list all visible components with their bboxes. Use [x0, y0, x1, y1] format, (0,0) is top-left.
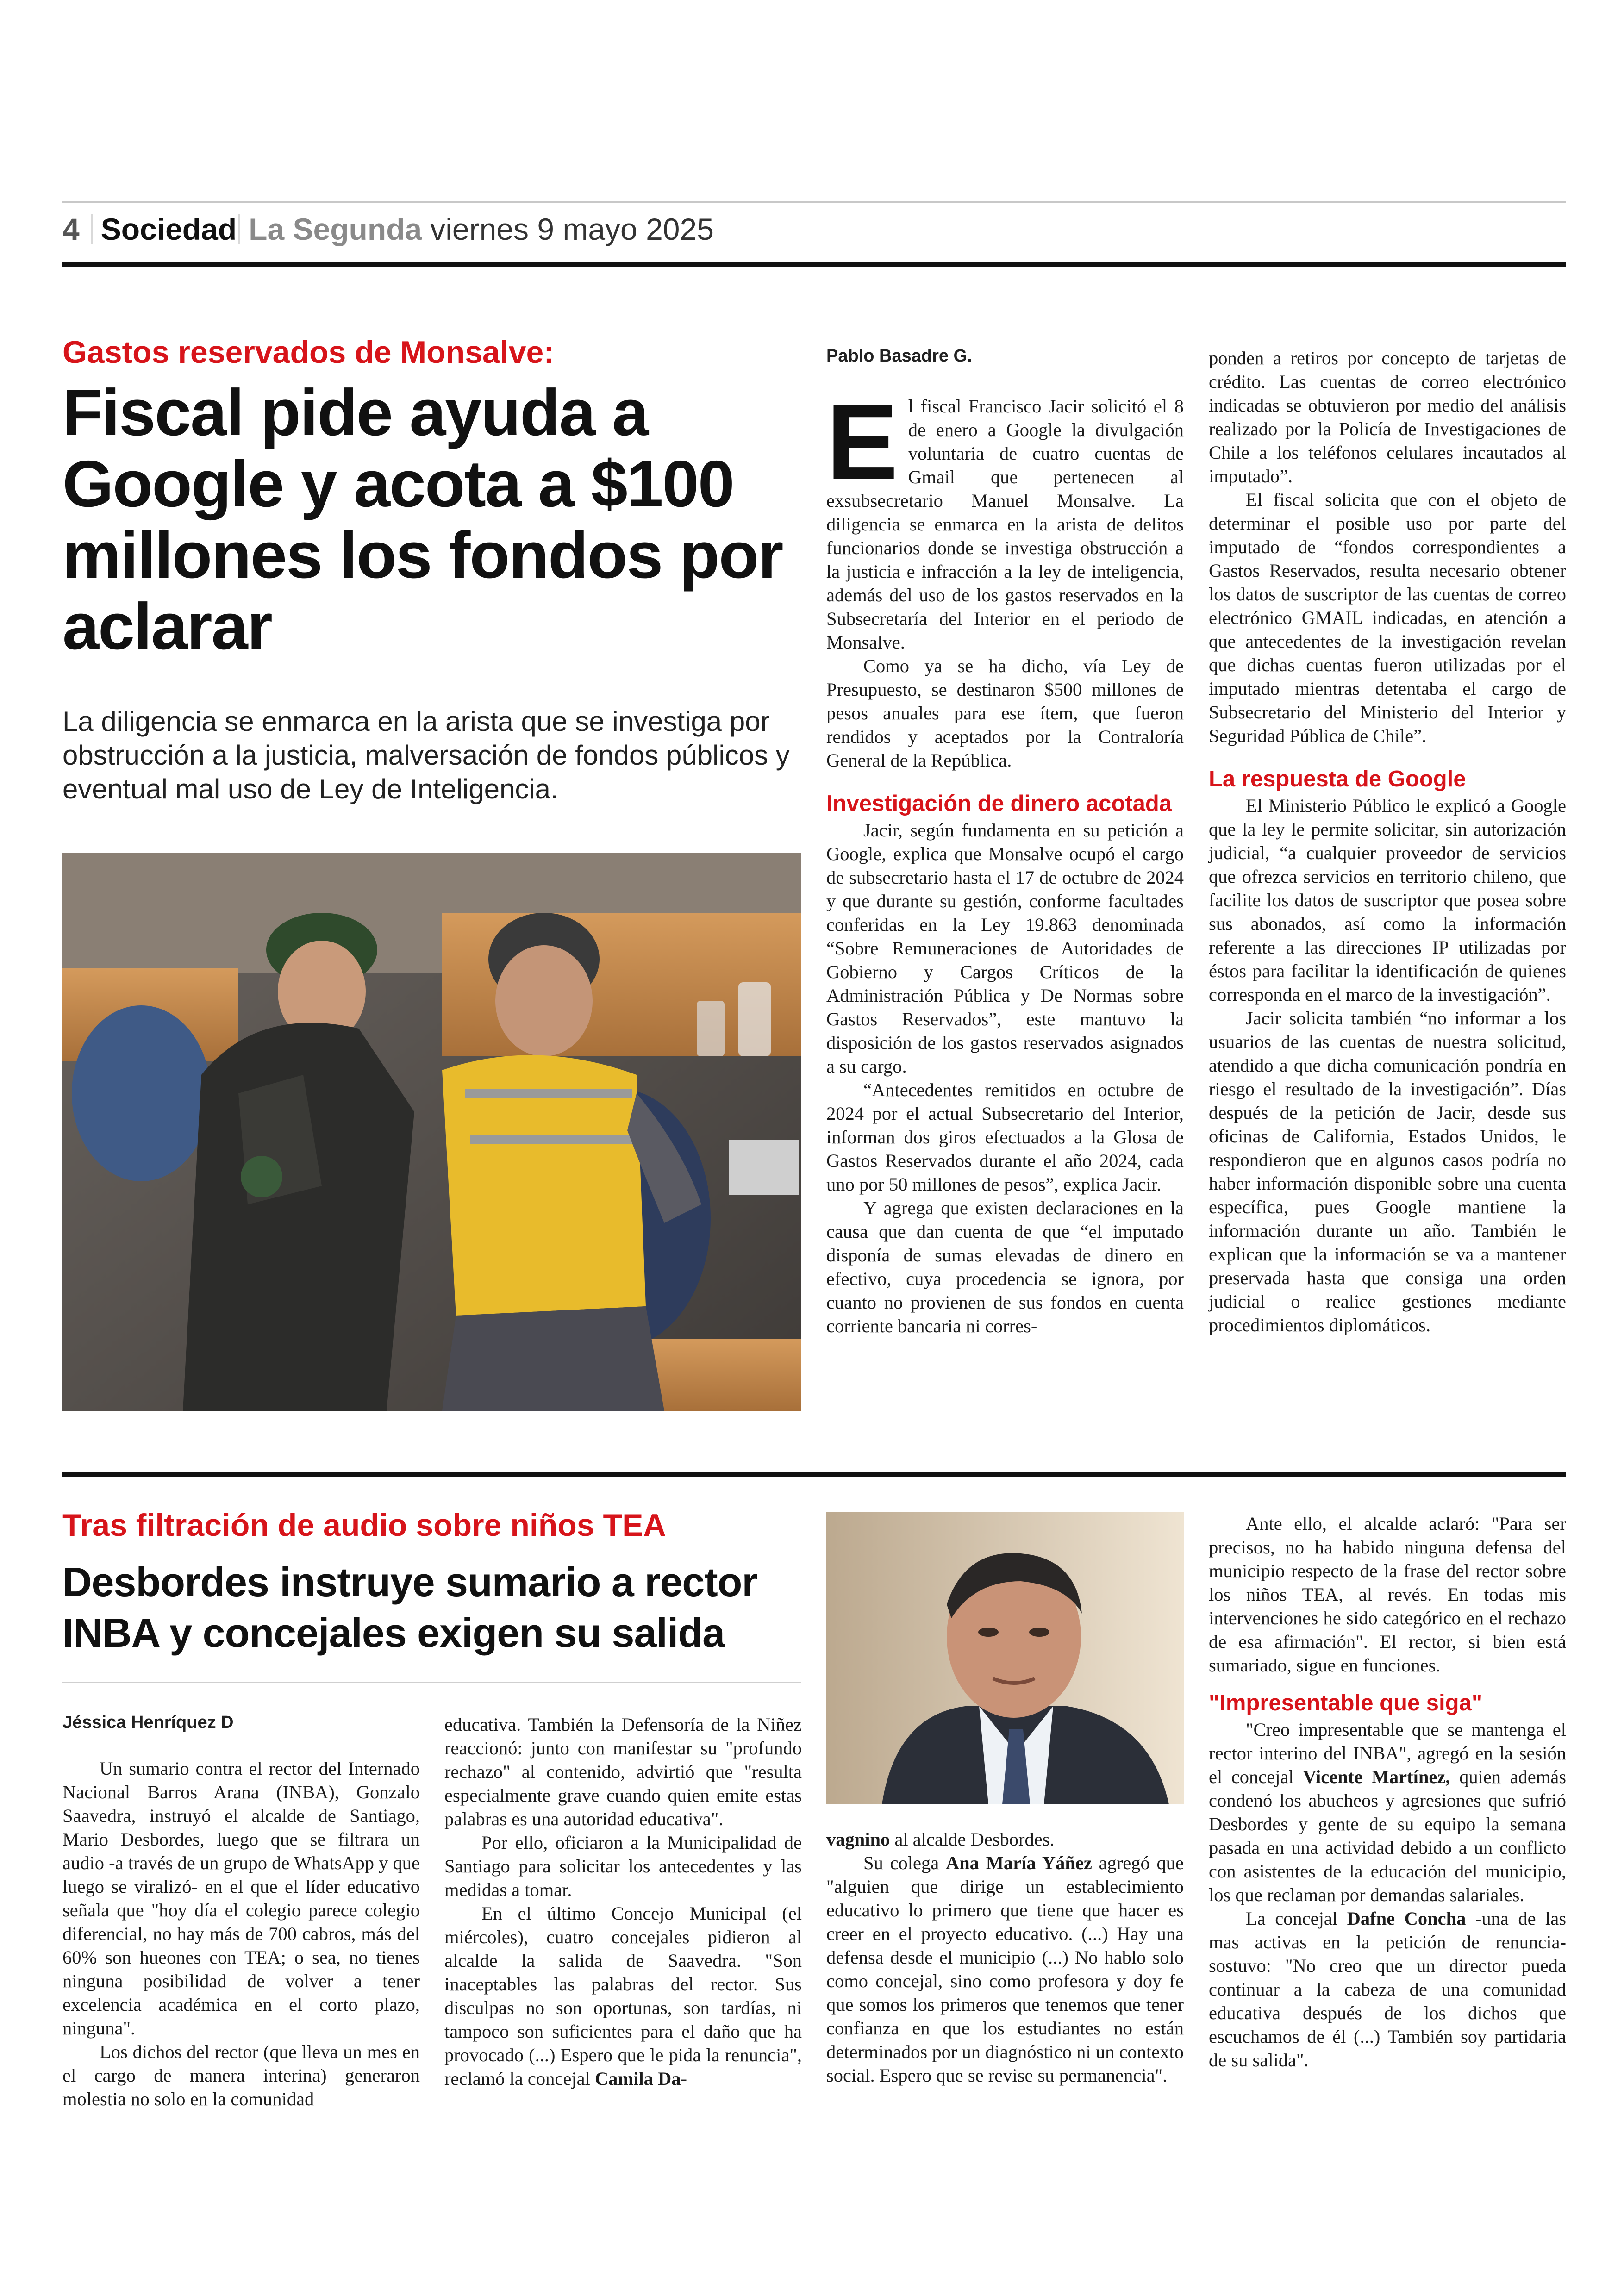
paragraph: Por ello, oficiaron a la Municipalidad de Santiago para solicitar los antecedentes y las medidas a tomar. [444, 1832, 802, 1900]
top-rule [62, 201, 1566, 203]
text: La concejal [1246, 1908, 1338, 1929]
story2-kicker: Tras filtración de audio sobre niños TEA [62, 1508, 666, 1543]
story1-subhead-2: La respuesta de Google [1209, 767, 1466, 792]
text: "Creo impresentable que se mantenga el rector interino del INBA", agregó en la sesión el concejal [1209, 1719, 1566, 1787]
story1-column-1 [826, 382, 1184, 1338]
story2-column-1 [62, 1757, 420, 2111]
paragraph: ponden a retiros por concepto de tarjetas de crédito. Las cuentas de correo electrónico indicadas se obtuvieron por medio del análisis realizado por la Policía de Investigaciones de Chile a los teléfonos celulares incautados al imputado”. [1209, 348, 1566, 486]
courtroom-photo [62, 853, 801, 1411]
story1-byline: Pablo Basadre G. [826, 346, 972, 366]
paragraph: Como ya se ha dicho, vía Ley de Presupuesto, se destinaron $500 millones de pesos anuales para ese ítem, que fueron rendidos y aceptados por la Contraloría General de la República. [826, 655, 1184, 771]
header-divider [91, 214, 93, 244]
text: al alcalde Desbordes. [894, 1829, 1055, 1850]
paragraph: Y agrega que existen declaraciones en la causa que dan cuenta de que “el imputado disponía de sumas elevadas de dinero en efectivo, cuya procedencia se ignora, por cuanto no provienen de sus fondos en cuenta corriente bancaria ni corres- [826, 1197, 1184, 1336]
text: Su colega [863, 1852, 939, 1873]
story1-column-2 [1209, 346, 1566, 1337]
story2-photo [826, 1512, 1184, 1804]
paragraph: El Ministerio Público le explicó a Google que la ley le permite solicitar, sin autorización judicial, “a cualquier proveedor de servicios que ofrezca servicios en territorio chileno, que facilite los datos de suscriptor que posea sobre sus abonados, así como la información referente a las direcciones IP utilizadas por éstos para facilitar la identificación de quienes corresponda en el marco de la investigación”. [1209, 795, 1566, 1005]
story1-headline: Fiscal pide ayuda a Google y acota a $100 millones los fondos por aclarar [62, 376, 783, 663]
paragraph [1209, 1718, 1566, 1907]
publication-date: viernes 9 mayo 2025 [430, 212, 714, 246]
header-rule [62, 262, 1566, 267]
paragraph [444, 1902, 802, 2090]
text: agregó que "alguien que dirige un establecimiento educativo lo primero que tiene que hacer es creer en el proyecto educativo. (...) Hay una defensa desde el municipio (...) No hablo solo como concejal, sino como profesora y doy fe que somos los primeros que tenemos que tener confianza en que los estudiantes no están determinados por un diagnóstico ni un contexto social. Espero que se revise su permanencia". [826, 1852, 1184, 2086]
paragraph [826, 1851, 1184, 2087]
story2-column-4 [1209, 1512, 1566, 2072]
story2-subhead: "Impresentable que siga" [1209, 1690, 1483, 1715]
story2-column-3 [826, 1827, 1184, 2087]
person-name: Camila Da- [594, 2068, 687, 2089]
section-name: Sociedad [100, 212, 237, 246]
story2-column-2 [444, 1713, 802, 2090]
paragraph [1209, 1907, 1566, 2072]
person-name: Ana María Yáñez [945, 1852, 1092, 1873]
text: En el último Concejo Municipal (el miércoles), cuatro concejales pidieron al alcalde la salida de Saavedra. "Son inaceptables las palabras del rector. Sus disculpas no son oportunas, son tardías, ni tampoco son suficientes para el daño que ha provocado (...) Espero que le pida la renuncia", reclamó la concejal [444, 1903, 802, 2089]
story1-subhead-1: Investigación de dinero acotada [826, 791, 1172, 816]
story1-deck: La diligencia se enmarca en la arista que se investiga por obstrucción a la justicia, malversación de fondos públicos y eventual mal uso de Ley de Inteligencia. [62, 706, 790, 804]
paragraph: Ante ello, el alcalde aclaró: "Para ser precisos, no ha habido ninguna defensa del municipio respecto de la frase del rector sobre los niños TEA, al revés. En todas mis intervenciones he sido categórico en el rechazo de esa afirmación". El rector, si bien está sumariado, sigue en funciones. [1209, 1513, 1566, 1676]
person-name: Dafne Concha [1347, 1908, 1466, 1929]
paragraph: “Antecedentes remitidos en octubre de 2024 por el actual Subsecretario del Interior, informan dos giros efectuados a la Glosa de Gastos Reservados durante el año 2024, cada uno por 50 millones de pesos”, explica Jacir. [826, 1079, 1184, 1195]
story2-headline: Desbordes instruye sumario a rector INBA y concejales exigen su salida [62, 1559, 757, 1656]
header-divider [238, 214, 240, 244]
paragraph: Jacir solicita también “no informar a los usuarios de las cuentas de nuestra solicitud, atendido a que dicha comunicación pondría en riesgo el resultado de la investigación”. Días después de la petición de Jacir, desde sus oficinas de California, Estados Unidos, le respondieron que en algunos casos podría no haber información disponible sobre una cuenta específica, pues Google mantiene la información durante un año. También le explican que la información se va a mantener preservada hasta que consiga una orden judicial o realice gestiones mediante procedimientos diplomáticos. [1209, 1008, 1566, 1335]
paragraph [826, 1827, 1184, 1851]
person-name: vagnino [826, 1829, 890, 1850]
drop-cap: E [826, 382, 898, 502]
story1-lead-paragraph [826, 382, 1184, 654]
paragraph: educativa. También la Defensoría de la Niñez reaccionó: junto con manifestar su "profundo rechazo" al contenido, advirtió que "resulta especialmente grave cuando quien emite estas palabras es una autoridad educativa". [444, 1714, 802, 1829]
person-name: Vicente Martínez, [1303, 1766, 1450, 1787]
story2-byline: Jéssica Henríquez D [62, 1713, 234, 1732]
paragraph: El fiscal solicita que con el objeto de determinar el posible uso por parte del imputado de “fondos correspondientes a Gastos Reservados, resulta necesario obtener los datos de suscriptor de las cuentas de correo electrónico GMAIL indicadas, en atención a que antecedentes de la investigación revelan que dichas cuentas fueron utilizadas por el imputado mientras detentaba el cargo de Subsecretario del Ministerio del Interior y Seguridad Pública de Chile”. [1209, 489, 1566, 746]
headline-rule [62, 1682, 801, 1683]
paragraph: Un sumario contra el rector del Internado Nacional Barros Arana (INBA), Gonzalo Saavedra, instruyó el alcalde de Santiago, Mario Desbordes, luego que se filtrara un audio -a través de un grupo de WhatsApp y que luego se viralizó- en el que el líder educativo señala que "hoy día el colegio parece colegio diferencial, no hay más de 700 cabros, más del 60% son hueones con TEA; o sea, no tienes ninguna posibilidad de volver a tener excelencia académica en el corto plazo, ninguna". [62, 1758, 420, 2039]
story-divider [62, 1472, 1566, 1477]
lead-text: l fiscal Francisco Jacir solicitó el 8 de enero a Google la divulgación voluntaria de cuatro cuentas de Gmail que pertenecen al exsubsecretario Manuel Monsalve. La diligencia se enmarca en la arista de delitos funcionarios donde se investiga obstrucción a la justicia e infracción a la ley de inteligencia, además del uso de los gastos reservados en la Subsecretaría del Interior en el periodo de Monsalve. [826, 396, 1184, 653]
publication-name: La Segunda [249, 212, 422, 246]
paragraph: Los dichos del rector (que lleva un mes en el cargo de manera interina) generaron molestia no solo en la comunidad [62, 2041, 420, 2109]
portrait-photo [826, 1512, 1184, 1804]
page-number: 4 [62, 212, 80, 246]
story1-kicker: Gastos reservados de Monsalve: [62, 335, 555, 370]
text: -una de las mas activas en la petición de renuncia- sostuvo: "No creo que un director pueda continuar a la cabeza de una comunidad educativa después de los dichos que escuchamos de él (...) También soy partidaria de su salida". [1209, 1908, 1567, 2070]
paragraph: Jacir, según fundamenta en su petición a Google, explica que Monsalve ocupó el cargo de subsecretario hasta el 17 de octubre de 2024 y que durante su gestión, conforme facultades conferidas en la Ley 19.863 denominada “Sobre Remuneraciones de Autoridades de Gobierno y Cargos Críticos de la Administración Pública y De Normas sobre Gastos Reservados”, este mantuvo la disposición de los gastos reservados asignados a su cargo. [826, 820, 1184, 1077]
story1-photo [62, 853, 801, 1411]
text: quien además condenó los abucheos y agresiones que sufrió Desbordes y gente de su equipo la semana pasada en una actividad debido a un conflicto con asistentes de la educación del municipio, los que reclaman por demandas salariales. [1209, 1766, 1567, 1905]
page-header [62, 208, 1566, 250]
